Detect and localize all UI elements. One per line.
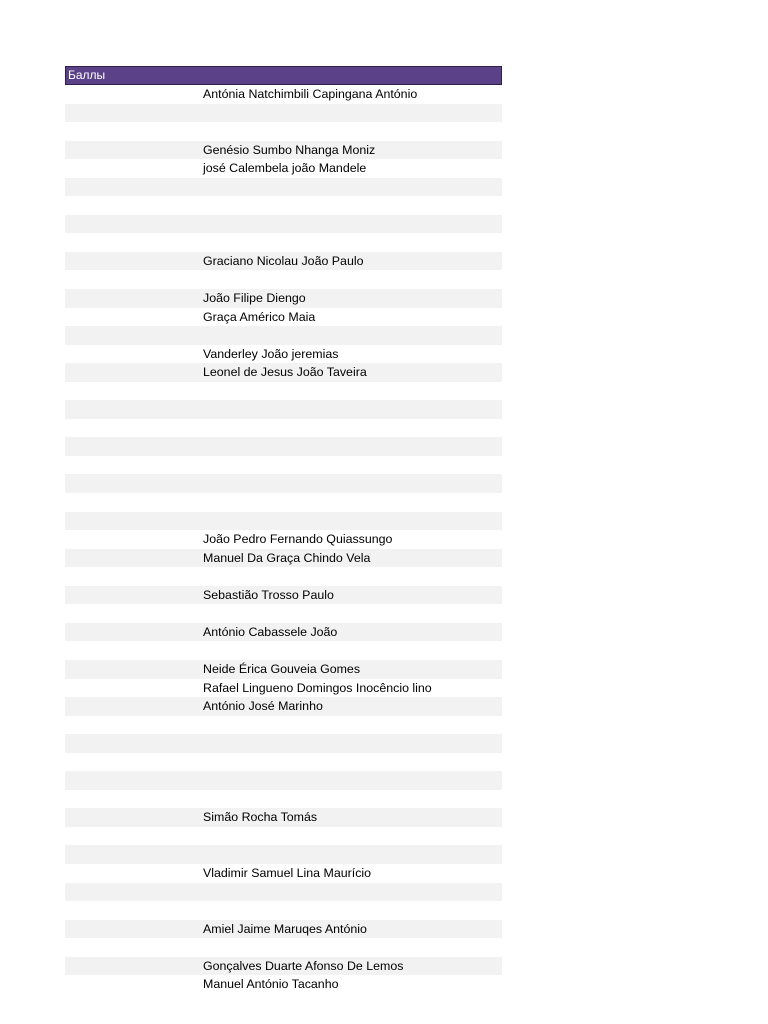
table-row [65,753,502,772]
row-name: João Filipe Diengo [203,291,306,306]
table-row [65,493,502,512]
row-name: Graciano Nicolau João Paulo [203,253,364,268]
row-name: António José Marinho [203,699,323,714]
table-row [65,289,502,308]
table-row [65,122,502,141]
table-row [65,901,502,920]
table-row [65,252,502,271]
table-row [65,641,502,660]
table-row [65,716,502,735]
row-name: João Pedro Fernando Quiassungo [203,532,393,547]
row-name: Manuel Da Graça Chindo Vela [203,550,371,565]
row-name: Vanderley João jeremias [203,346,339,361]
table-row [65,270,502,289]
row-name: Rafael Lingueno Domingos Inocêncio lino [203,680,432,695]
table-row [65,883,502,902]
table-row [65,808,502,827]
row-name: Gonçalves Duarte Afonso De Lemos [203,958,404,973]
table-row [65,196,502,215]
table-row [65,827,502,846]
table-row [65,400,502,419]
table-row [65,771,502,790]
table-row [65,660,502,679]
row-name: Sebastião Trosso Paulo [203,587,334,602]
table-row [65,975,502,994]
table-row [65,623,502,642]
table-row [65,845,502,864]
table-row [65,456,502,475]
row-name: Graça Américo Maia [203,309,316,324]
table-row [65,474,502,493]
table-row [65,530,502,549]
table-row [65,734,502,753]
table-row [65,512,502,531]
table-row [65,549,502,568]
row-name: Amiel Jaime Maruqes António [203,921,367,936]
table-row [65,604,502,623]
row-name: Vladimir Samuel Lina Maurício [203,865,372,880]
table-row [65,85,502,104]
row-name: António Cabassele João [203,624,338,639]
row-name: Antónia Natchimbili Capingana António [203,87,418,101]
row-name: Manuel António Tacanho [203,977,339,992]
table-row [65,586,502,605]
table-row [65,178,502,197]
table-header [65,66,502,85]
table-row [65,159,502,178]
table-row [65,141,502,160]
table-row [65,679,502,698]
row-name: Simão Rocha Tomás [203,810,318,825]
row-name: Genésio Sumbo Nhanga Moniz [203,142,376,157]
table-row [65,437,502,456]
table-row [65,790,502,809]
table-row [65,233,502,252]
row-name: Neide Érica Gouveia Gomes [203,661,361,676]
table-row [65,308,502,327]
table-row [65,326,502,345]
table-row [65,697,502,716]
table-body [65,85,502,994]
row-name: Leonel de Jesus João Taveira [203,365,367,380]
table-row [65,345,502,364]
table-row [65,567,502,586]
table-row [65,104,502,123]
table-row [65,920,502,939]
table-row [65,957,502,976]
table-row [65,382,502,401]
table-row [65,363,502,382]
spreadsheet-table [65,66,502,994]
table-row [65,864,502,883]
table-row [65,419,502,438]
header-label: Баллы [68,68,106,82]
row-name: josé Calembela joão Mandele [203,161,367,176]
table-row [65,938,502,957]
table-row [65,215,502,234]
